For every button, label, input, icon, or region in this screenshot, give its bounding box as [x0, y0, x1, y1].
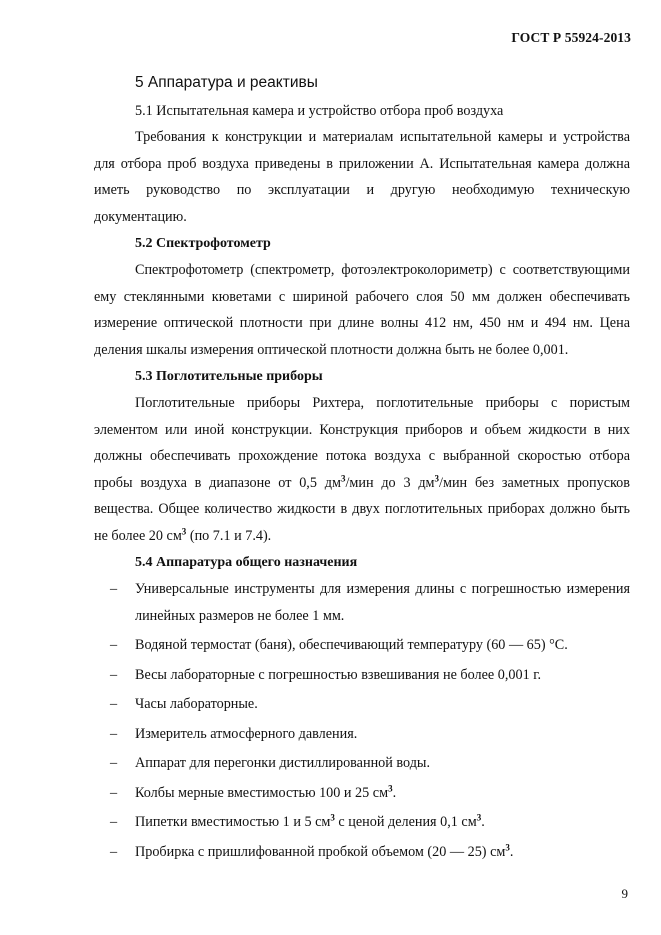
list-dash: – — [110, 696, 118, 712]
section-5-heading: 5 Аппаратура и реактивы — [135, 74, 318, 91]
subsection-5-3-text — [94, 390, 630, 549]
page-number: 9 — [621, 886, 628, 901]
superscript: 3 — [476, 812, 482, 823]
list-item — [94, 809, 630, 836]
list-item-text: Весы лабораторные с погрешностью взвешивания не более 0,001 г. — [135, 666, 542, 683]
list-item-tail: . — [509, 843, 514, 860]
list-dash: – — [110, 666, 118, 683]
list-dash: – — [110, 637, 118, 653]
list-item-text: Аппарат для перегонки дистиллированной воды. — [135, 755, 430, 771]
list-dash: – — [110, 581, 118, 597]
list-item — [94, 576, 630, 629]
text-part: /мин до 3 дм — [345, 474, 435, 491]
subsection-5-4-heading: 5.4 Аппаратура общего назначения — [135, 555, 358, 570]
list-dash: – — [110, 784, 118, 801]
list-item — [94, 691, 630, 718]
list-item-text: Пробирка с пришлифованной пробкой объемом (20 — 25) см — [135, 843, 506, 860]
text-part: Поглотительные приборы Рихтера, поглотительные приборы с пористым элементом или иной конструкции. Конструкция приборов и объем жидкости в них должны обеспечивать прохождение потока воздуха с выбранной скоростью отбора пробы воздуха в диапазоне от 0,5 дм — [94, 395, 630, 491]
superscript: 3 — [434, 472, 440, 483]
list-dash: – — [110, 725, 118, 742]
list-item-tail: . — [392, 784, 397, 801]
superscript: 3 — [340, 472, 346, 483]
page-content — [94, 68, 630, 868]
list-item — [94, 839, 630, 866]
subsection-5-1-text: Требования к конструкции и материалам испытательной камеры и устройства для отбора проб воздуха приведены в приложении А. Испытательная камера должна иметь руководство по эксплуатации и другую необходимую техническую документацию. — [94, 129, 630, 225]
text-part: /мин без заметных пропусков вещества. Общее количество жидкости в двух поглотительных приборах должно быть не более 20 см — [94, 474, 630, 544]
list-item-tail: . — [481, 814, 485, 830]
document-code-header: ГОСТ Р 55924-2013 — [511, 30, 631, 45]
list-item-text: Измеритель атмосферного давления. — [135, 725, 358, 742]
list-item — [94, 721, 630, 748]
superscript: 3 — [330, 812, 335, 823]
equipment-list — [94, 576, 630, 865]
list-item-text: Водяной термостат (баня), обеспечивающий температуру (60 — 65) °С. — [135, 637, 568, 653]
superscript: 3 — [181, 525, 187, 536]
list-item — [94, 662, 630, 689]
list-item-text: Колбы мерные вместимостью 100 и 25 см — [135, 784, 389, 801]
list-dash: – — [110, 814, 118, 830]
list-item — [94, 750, 630, 777]
subsection-5-2-heading: 5.2 Спектрофотометр — [135, 236, 271, 251]
list-item-tail: с ценой деления 0,1 см — [334, 814, 477, 830]
list-item-text: Универсальные инструменты для измерения длины с погрешностью измерения линейных размеров не более 1 мм. — [135, 581, 630, 624]
superscript: 3 — [388, 782, 393, 793]
list-item-text: Пипетки вместимостью 1 и 5 см — [135, 814, 331, 830]
superscript: 3 — [505, 841, 510, 852]
list-item — [94, 632, 630, 659]
subsection-5-2-text: Спектрофотометр (спектрометр, фотоэлектроколориметр) с соответствующими ему стеклянными кюветами с шириной рабочего слоя 50 мм должен обеспечивать измерение оптической плотности при длине волны 412 нм, 450 нм и 494 нм. Цена деления шкалы измерения оптической плотности должна быть не более 0,001. — [94, 262, 630, 358]
list-dash: – — [110, 755, 118, 771]
list-item-text: Часы лабораторные. — [135, 696, 258, 712]
text-part: (по 7.1 и 7.4). — [186, 527, 272, 544]
list-item — [94, 780, 630, 807]
list-dash: – — [110, 843, 118, 860]
subsection-5-1-heading: 5.1 Испытательная камера и устройство отбора проб воздуха — [135, 103, 504, 119]
subsection-5-3-heading: 5.3 Поглотительные приборы — [135, 369, 323, 384]
